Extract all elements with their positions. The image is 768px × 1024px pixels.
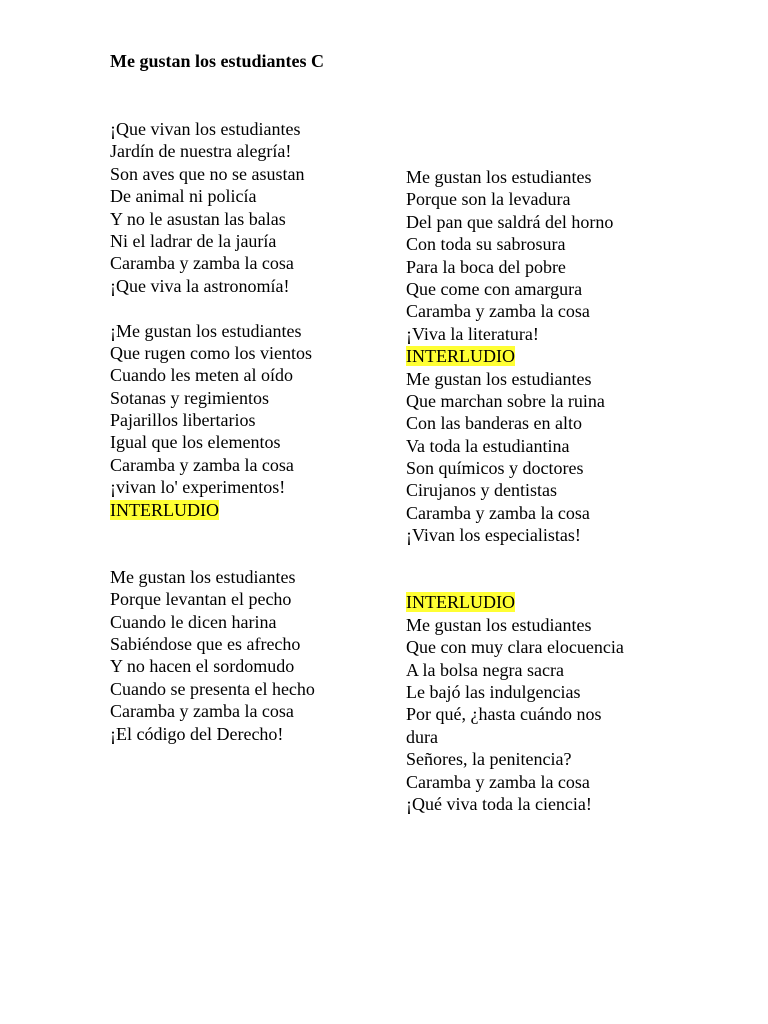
lyric-line: Me gustan los estudiantes	[406, 368, 592, 389]
lyric-line: Cuando se presenta el hecho	[110, 678, 315, 699]
lyric-line: Caramba y zamba la cosa	[110, 701, 294, 722]
lyric-line: Caramba y zamba la cosa	[406, 771, 590, 792]
stanza-gap	[110, 521, 380, 543]
lyric-line: ¡Viva la literatura!	[406, 323, 539, 344]
lyric-line: Por qué, ¿hasta cuándo nos	[406, 704, 602, 725]
stanza-gap	[406, 569, 706, 591]
lyric-line: ¡vivan lo' experimentos!	[110, 477, 286, 498]
lyric-line: Cirujanos y dentistas	[406, 480, 557, 501]
document-title: Me gustan los estudiantes C	[110, 51, 325, 71]
lyric-line: Que rugen como los vientos	[110, 342, 312, 363]
lyric-line: Señores, la penitencia?	[406, 749, 572, 770]
lyric-line: Cuando le dicen harina	[110, 611, 277, 632]
lyric-line: ¡Qué viva toda la ciencia!	[406, 793, 592, 814]
interlude-label: INTERLUDIO	[110, 499, 219, 520]
lyric-line: Sabiéndose que es afrecho	[110, 633, 301, 654]
interlude-label: INTERLUDIO	[406, 346, 515, 367]
interlude-label: INTERLUDIO	[406, 592, 515, 613]
interlude-marker	[110, 499, 380, 521]
lyric-line: A la bolsa negra sacra	[406, 659, 564, 680]
lyric-line: Caramba y zamba la cosa	[110, 253, 294, 274]
lyric-line: Va toda la estudiantina	[406, 435, 570, 456]
stanza-gap	[406, 547, 706, 569]
lyric-line: Son aves que no se asustan	[110, 163, 305, 184]
lyric-line: Que come con amargura	[406, 278, 583, 299]
lyric-line: Sotanas y regimientos	[110, 387, 269, 408]
lyric-line: Jardín de nuestra alegría!	[110, 141, 292, 162]
left-column-lyrics	[110, 118, 380, 745]
lyric-line: ¡Que vivan los estudiantes	[110, 119, 301, 139]
lyric-line: Con toda su sabrosura	[406, 234, 566, 255]
lyric-line: Me gustan los estudiantes	[406, 167, 592, 187]
lyric-line: Me gustan los estudiantes	[110, 566, 296, 587]
lyric-line: Del pan que saldrá del horno	[406, 211, 614, 232]
lyric-line: De animal ni policía	[110, 186, 257, 207]
lyric-line: Pajarillos libertarios	[110, 410, 256, 431]
lyric-line: Para la boca del pobre	[406, 256, 566, 277]
stanza-gap	[110, 543, 380, 565]
lyric-line: Son químicos y doctores	[406, 458, 584, 479]
lyric-line: ¡Vivan los especialistas!	[406, 525, 581, 546]
lyric-line: Igual que los elementos	[110, 432, 281, 453]
lyric-line: Ni el ladrar de la jauría	[110, 230, 277, 251]
lyric-line: Y no le asustan las balas	[110, 208, 286, 229]
interlude-marker	[406, 591, 706, 613]
lyric-line: Cuando les meten al oído	[110, 365, 293, 386]
lyric-line: Porque levantan el pecho	[110, 589, 292, 610]
lyric-line: Que con muy clara elocuencia	[406, 637, 624, 658]
lyric-line: ¡Me gustan los estudiantes	[110, 320, 302, 341]
right-column-lyrics	[406, 166, 706, 815]
lyric-line: Porque son la levadura	[406, 189, 571, 210]
lyric-line: Le bajó las indulgencias	[406, 681, 581, 702]
lyric-line: dura	[406, 726, 438, 747]
lyric-line: ¡El código del Derecho!	[110, 723, 284, 744]
lyric-line: Me gustan los estudiantes	[406, 614, 592, 635]
lyric-line: Caramba y zamba la cosa	[110, 454, 294, 475]
lyric-line: Caramba y zamba la cosa	[406, 502, 590, 523]
lyric-line: Que marchan sobre la ruina	[406, 390, 605, 411]
stanza-gap	[110, 297, 380, 319]
interlude-marker	[406, 345, 706, 367]
lyric-line: Caramba y zamba la cosa	[406, 301, 590, 322]
lyric-line: Y no hacen el sordomudo	[110, 656, 295, 677]
lyric-line: Con las banderas en alto	[406, 413, 582, 434]
lyric-line: ¡Que viva la astronomía!	[110, 275, 290, 296]
